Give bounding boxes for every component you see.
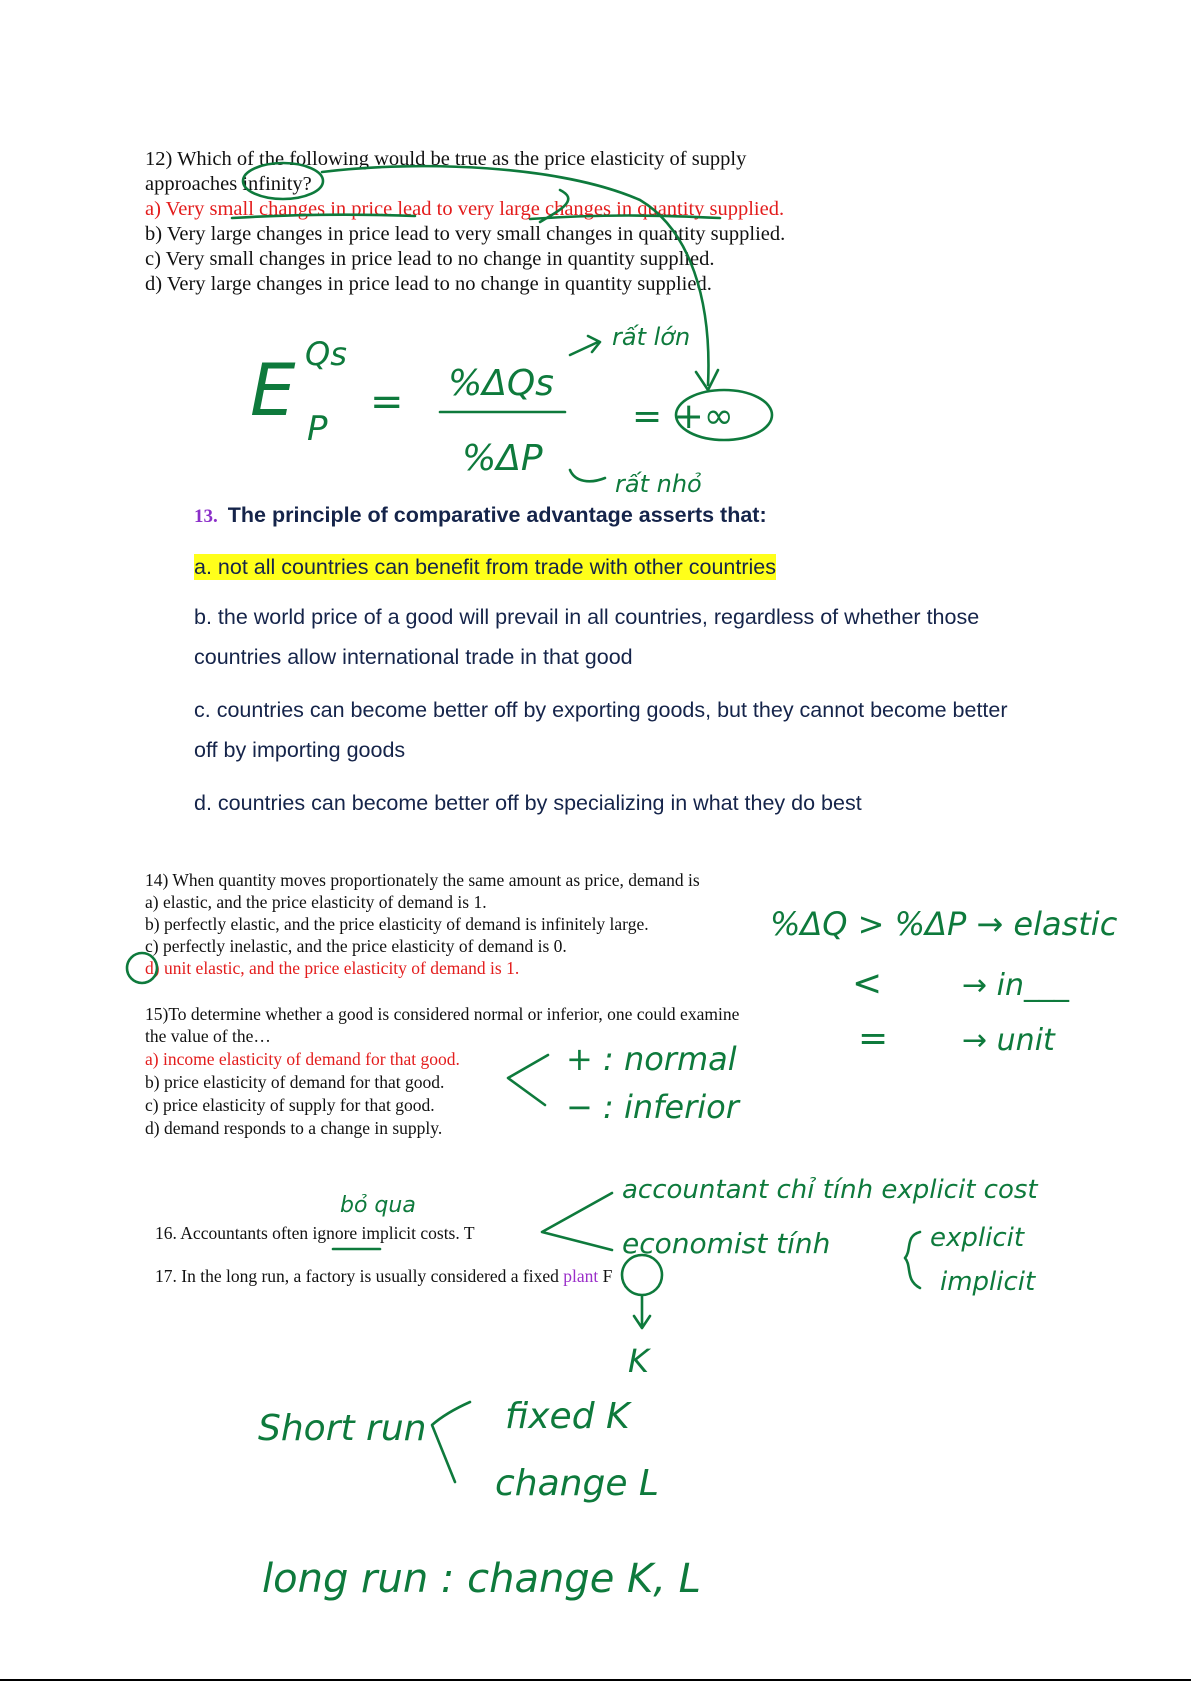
formula-equals: = — [370, 379, 404, 425]
q15-bracket — [508, 1055, 548, 1105]
q12-stem-line1: 12) Which of the following would be true as the price elasticity of supply — [145, 148, 747, 170]
formula-e: E — [250, 348, 296, 432]
note-very-small: rất nhỏ — [615, 470, 702, 498]
q14-option-b: b) perfectly elastic, and the price elasticity of demand is infinitely large. — [145, 914, 649, 934]
very-small-arrow — [570, 470, 605, 481]
q15-stem-line1: 15)To determine whether a good is considered normal or inferior, one could examine — [145, 1004, 740, 1024]
q13-option-c-line2: off by importing goods — [194, 738, 406, 762]
q12-option-c: c) Very small changes in price lead to no change in quantity supplied. — [145, 248, 715, 270]
q15-option-c: c) price elasticity of supply for that good. — [145, 1095, 435, 1115]
q12-stem-line2: approaches infinity? — [145, 173, 312, 195]
statement-17-answer: F — [602, 1266, 613, 1286]
q12-option-d: d) Very large changes in price lead to no change in quantity supplied. — [145, 273, 712, 295]
short-run-bracket — [432, 1402, 470, 1482]
small-changes-underline — [232, 215, 415, 218]
q14-option-a: a) elastic, and the price elasticity of demand is 1. — [145, 892, 487, 912]
inelastic-rule-rhs: → in___ — [962, 968, 1070, 1003]
q15-option-a-correct: a) income elasticity of demand for that good. — [145, 1049, 460, 1069]
formula-numerator: %ΔQs — [448, 363, 554, 404]
economist-note: economist tính — [622, 1227, 831, 1260]
q13-option-b-line1: b. the world price of a good will prevail in all countries, regardless of whether those — [194, 605, 980, 629]
ignore-note: bỏ qua — [340, 1193, 416, 1218]
statement-16-answer: T — [463, 1223, 475, 1243]
q15-stem-line2: the value of the… — [145, 1026, 271, 1046]
explicit-note: explicit — [930, 1223, 1025, 1253]
formula-sub: P — [307, 409, 328, 449]
statement-17-plant-word: plant — [563, 1266, 599, 1286]
q13-stem: The principle of comparative advantage asserts that: — [227, 503, 767, 527]
formula-result: = +∞ — [632, 396, 734, 437]
implicit-note: implicit — [940, 1267, 1036, 1297]
q15-option-d: d) demand responds to a change in supply. — [145, 1118, 443, 1138]
infinity-arrow — [322, 166, 708, 385]
large-changes-underline — [530, 216, 720, 220]
infinity-circle — [243, 163, 323, 199]
q13-option-c-line1: c. countries can become better off by exporting goods, but they cannot become better — [194, 698, 1008, 722]
q13-option-d: d. countries can become better off by specializing in what they do best — [194, 791, 862, 815]
plant-arrow — [634, 1296, 650, 1328]
elastic-rule: %ΔQ > %ΔP → elastic — [770, 905, 1118, 943]
q13-option-a: a. not all countries can benefit from trade with other countries — [194, 555, 777, 579]
very-large-arrow — [570, 336, 600, 355]
page-bottom-rule — [0, 1679, 1191, 1681]
formula-denominator: %ΔP — [462, 438, 543, 479]
q12-option-a-correct: a) Very small changes in price lead to very large changes in quantity supplied. — [145, 198, 785, 220]
q15-option-b: b) price elasticity of demand for that good. — [145, 1072, 445, 1092]
unit-rule-lhs: = — [858, 1018, 889, 1059]
q16-bracket — [542, 1193, 612, 1250]
formula-sup: Qs — [305, 335, 347, 373]
statement-17-text: 17. In the long run, a factory is usually considered a fixed — [155, 1266, 559, 1286]
q12-option-b: b) Very large changes in price lead to very small changes in quantity supplied. — [145, 223, 786, 245]
long-run-label: long run : change K, L — [262, 1556, 701, 1602]
q14-stem: 14) When quantity moves proportionately the same amount as price, demand is — [145, 870, 700, 890]
plant-k: K — [628, 1342, 649, 1380]
statement-16-text: 16. Accountants often ignore implicit costs. — [155, 1223, 460, 1243]
income-minus: − : inferior — [566, 1088, 739, 1126]
plant-circle — [622, 1255, 662, 1295]
income-plus: + : normal — [566, 1040, 737, 1078]
q14-d-circle — [127, 953, 157, 983]
elasticity-formula — [250, 323, 772, 498]
accountant-note: accountant chỉ tính explicit cost — [622, 1175, 1038, 1205]
change-l: change L — [495, 1463, 659, 1504]
q13-number: 13. — [194, 506, 218, 527]
note-very-large: rất lớn — [612, 323, 691, 351]
q13-option-b-line2: countries allow international trade in that good — [194, 645, 633, 669]
cost-brace — [905, 1232, 920, 1288]
short-run-label: Short run — [258, 1408, 427, 1449]
inelastic-rule-lhs: < — [852, 963, 883, 1004]
unit-rule-rhs: → unit — [962, 1023, 1055, 1058]
fixed-k: fixed K — [505, 1396, 630, 1437]
q14-option-c: c) perfectly inelastic, and the price elasticity of demand is 0. — [145, 936, 567, 956]
q14-option-d-correct: d) unit elastic, and the price elasticity of demand is 1. — [145, 958, 520, 978]
